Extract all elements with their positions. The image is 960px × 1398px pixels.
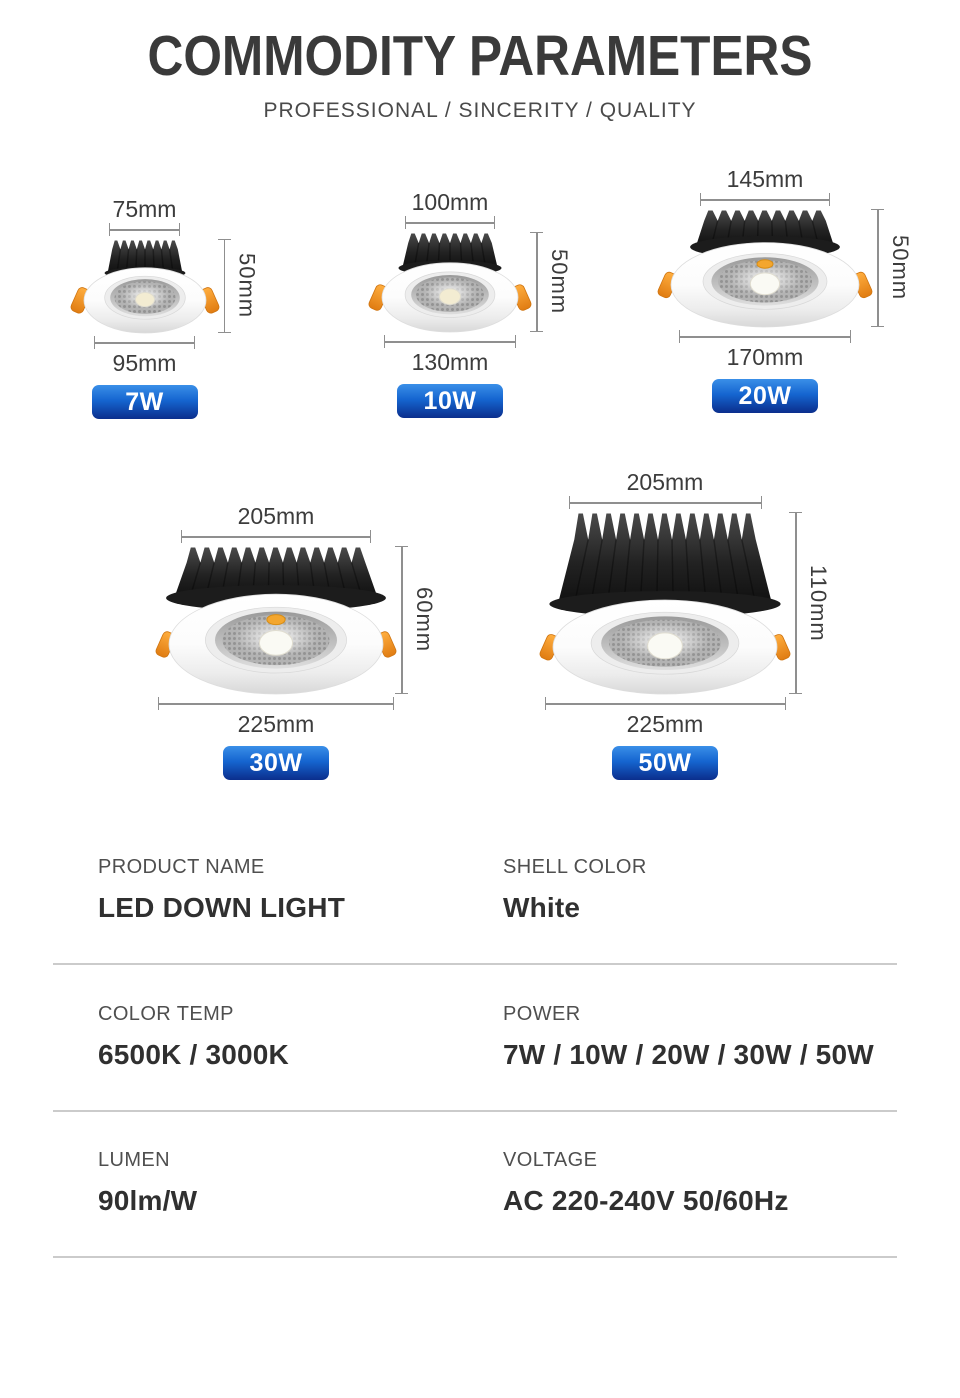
dimension-line <box>405 216 495 229</box>
spec-cell-color-temp <box>53 1003 503 1071</box>
top-diameter-label: 205mm <box>237 503 315 529</box>
height-label: 50mm <box>888 235 913 301</box>
downlight-illustration-30w <box>167 546 385 694</box>
divider <box>53 963 897 965</box>
downlight-image-area <box>380 232 572 332</box>
power-badge-20w: 20W <box>712 379 818 413</box>
dimension-line <box>700 193 830 206</box>
bottom-diameter-label: 225mm <box>237 711 315 737</box>
bottom-diameter-dimension <box>679 330 851 369</box>
spec-label: VOLTAGE <box>503 1149 598 1171</box>
height-dimension <box>871 209 913 327</box>
product-figure-10w <box>350 189 572 418</box>
top-diameter-dimension <box>405 190 495 229</box>
dimension-line <box>158 697 394 710</box>
downlight-image-area <box>82 239 260 333</box>
spec-cell-power <box>503 1003 897 1071</box>
spec-value: 6500K / 3000K <box>98 1039 289 1070</box>
power-badge-50w: 50W <box>612 746 718 780</box>
dimension-line <box>94 336 195 349</box>
height-dimension <box>789 512 831 694</box>
height-label: 50mm <box>234 253 260 319</box>
dimension-line <box>679 330 851 343</box>
height-label: 50mm <box>547 249 572 315</box>
top-diameter-dimension <box>109 197 180 236</box>
spec-row-3 <box>53 1149 897 1217</box>
top-diameter-label: 100mm <box>411 189 489 215</box>
spec-cell-shell-color <box>503 856 897 924</box>
power-badge-10w: 10W <box>397 384 503 418</box>
dimension-line <box>545 697 786 710</box>
bottom-diameter-label: 95mm <box>112 350 177 376</box>
spec-value: 90lm/W <box>98 1185 198 1216</box>
page-subtitle: PROFESSIONAL / SINCERITY / QUALITY <box>263 99 697 122</box>
downlight-image-area <box>669 209 913 327</box>
dimension-line <box>530 232 543 332</box>
spec-value: White <box>503 892 581 923</box>
bottom-diameter-dimension <box>94 336 195 375</box>
spec-label: PRODUCT NAME <box>98 856 265 878</box>
power-badge-7w: 7W <box>92 385 198 419</box>
spec-label: COLOR TEMP <box>98 1003 234 1025</box>
top-diameter-dimension <box>700 167 830 206</box>
downlight-image-area <box>551 512 831 694</box>
height-dimension <box>218 239 260 333</box>
power-badge-30w: 30W <box>223 746 329 780</box>
dimension-line <box>109 223 180 236</box>
downlight-illustration-20w <box>669 209 861 327</box>
downlight-illustration-10w <box>380 232 520 332</box>
dimension-line <box>789 512 802 694</box>
spec-row-2 <box>53 1003 897 1071</box>
product-figure-7w <box>52 196 260 419</box>
bottom-diameter-label: 225mm <box>626 711 704 737</box>
bottom-diameter-dimension <box>158 697 394 736</box>
product-figure-50w <box>515 469 831 780</box>
dimension-line <box>871 209 884 327</box>
height-label: 60mm <box>412 587 437 653</box>
downlight-image-area <box>167 546 437 694</box>
spec-cell-lumen <box>53 1149 503 1217</box>
divider <box>53 1110 897 1112</box>
product-figure-20w <box>640 166 913 413</box>
dimension-line <box>181 530 371 543</box>
spec-cell-product-name <box>53 856 503 924</box>
bottom-diameter-label: 170mm <box>726 344 804 370</box>
page-title: COMMODITY PARAMETERS <box>147 24 813 88</box>
spec-value: AC 220-240V 50/60Hz <box>503 1185 789 1216</box>
top-diameter-label: 75mm <box>112 196 177 222</box>
divider <box>53 1256 897 1258</box>
dimension-line <box>569 496 762 509</box>
bottom-diameter-label: 130mm <box>411 349 489 375</box>
downlight-illustration-7w <box>82 239 208 333</box>
product-figure-30w <box>136 503 437 780</box>
spec-label: LUMEN <box>98 1149 171 1171</box>
dimension-line <box>395 546 408 694</box>
spec-label: SHELL COLOR <box>503 856 647 878</box>
height-label: 110mm <box>806 564 831 642</box>
spec-value: LED DOWN LIGHT <box>98 892 345 923</box>
bottom-diameter-dimension <box>545 697 786 736</box>
spec-value: 7W / 10W / 20W / 30W / 50W <box>503 1039 874 1070</box>
top-diameter-label: 145mm <box>726 166 804 192</box>
downlight-illustration-50w <box>551 512 779 694</box>
spec-cell-voltage <box>503 1149 897 1217</box>
bottom-diameter-dimension <box>384 335 516 374</box>
spec-label: POWER <box>503 1003 581 1025</box>
top-diameter-dimension <box>569 470 762 509</box>
dimension-line <box>218 239 231 333</box>
height-dimension <box>530 232 572 332</box>
dimension-line <box>384 335 516 348</box>
top-diameter-dimension <box>181 504 371 543</box>
height-dimension <box>395 546 437 694</box>
spec-row-1 <box>53 856 897 924</box>
top-diameter-label: 205mm <box>626 469 704 495</box>
